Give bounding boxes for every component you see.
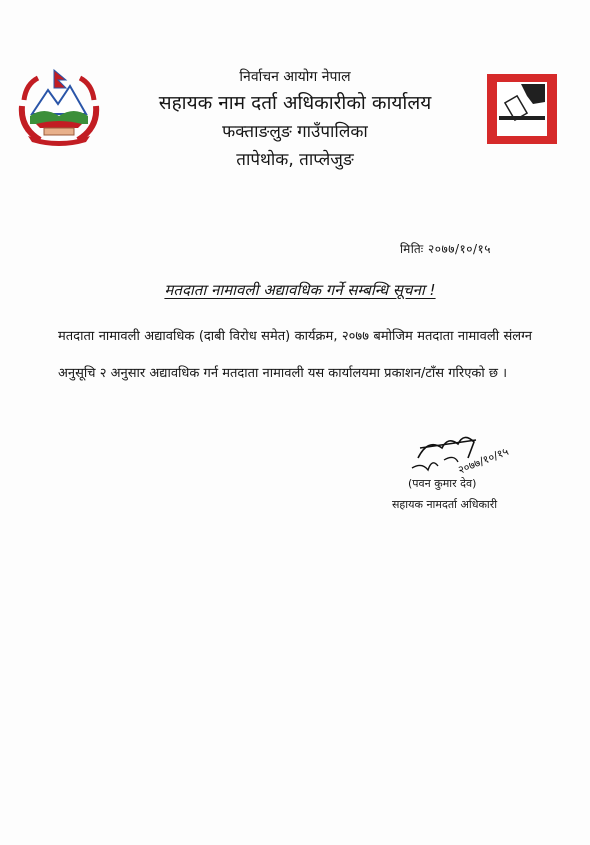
date-line: [400, 240, 491, 257]
notice-subject: मतदाता नामावली अद्यावधिक गर्ने सम्बन्धि सूचना !: [164, 281, 436, 299]
office-header: [120, 66, 470, 174]
date-label: मितिः: [400, 242, 424, 256]
office-address: तापेथोक, ताप्लेजुङ: [236, 150, 354, 170]
signatory-name: (पवन कुमार देव): [408, 477, 477, 490]
municipality-name: फक्ताङलुङ गाउँपालिका: [222, 122, 368, 142]
notice-body: मतदाता नामावली अद्यावधिक (दाबी विरोध समेत) कार्यक्रम, २०७७ बमोजिम मतदाता नामावली संलग्न अनुसूचि २ अनुसार अद्यावधिक गर्न मतदाता नामावली यस कार्यालयमा प्रकाशन/टाँस गरिएको छ ।: [58, 329, 532, 381]
nepal-emblem-icon: [14, 66, 104, 146]
election-commission-logo-icon: [487, 74, 557, 144]
date-value: २०७७/१०/१५: [427, 242, 491, 256]
commission-name: निर्वाचन आयोग नेपाल: [239, 69, 351, 85]
office-name: सहायक नाम दर्ता अधिकारीको कार्यालय: [158, 92, 432, 114]
signatory-title: सहायक नामदर्ता अधिकारी: [392, 498, 498, 511]
signature-date: २०७७/१०/१५: [456, 444, 511, 477]
